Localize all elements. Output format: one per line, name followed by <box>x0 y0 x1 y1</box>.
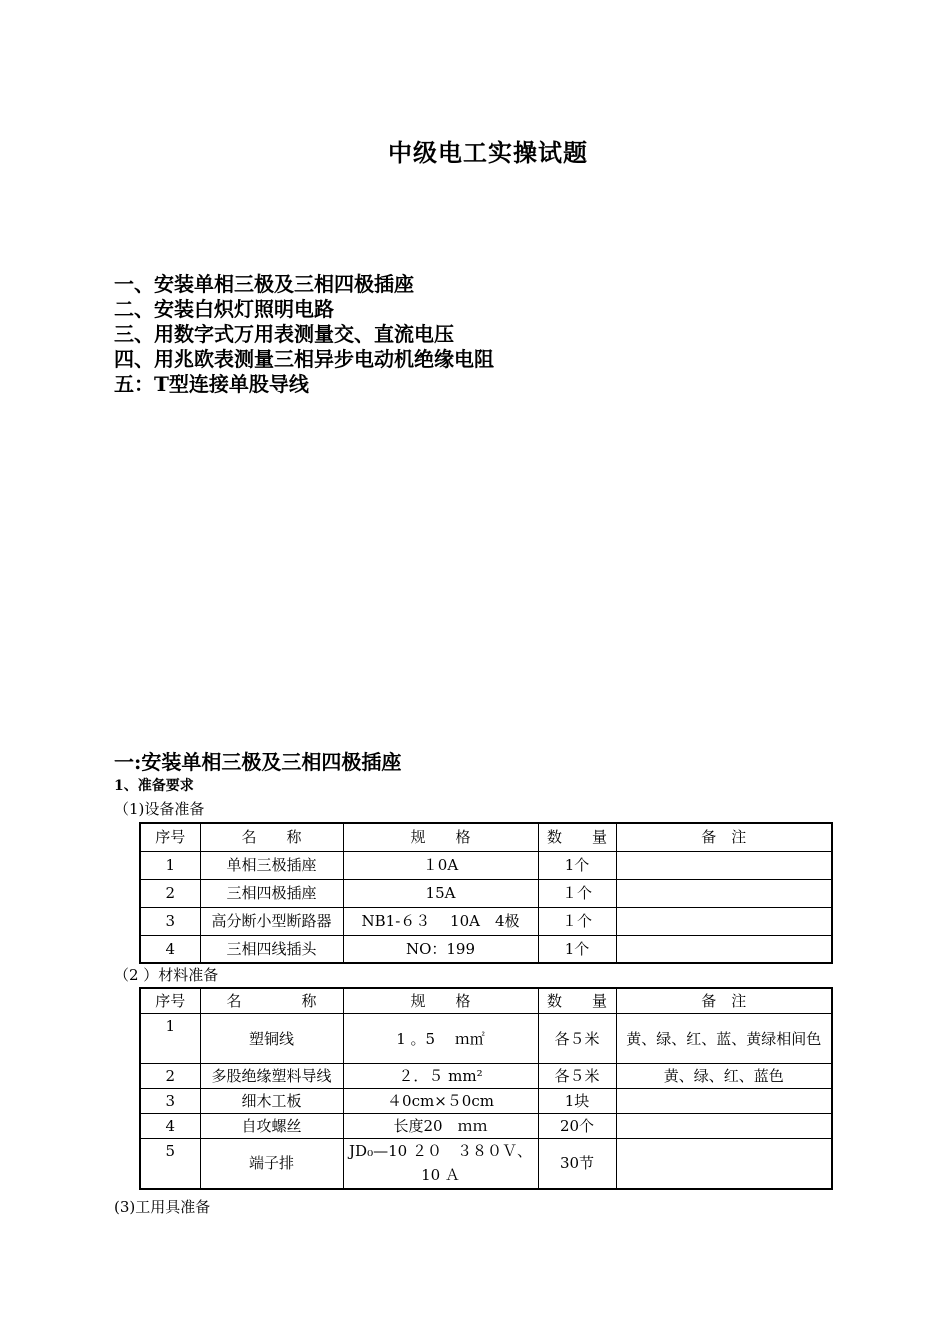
header-cell: 数 量 <box>538 823 616 851</box>
header-cell: 规 格 <box>343 988 538 1014</box>
toc-item: 三、用数字式万用表测量交、直流电压 <box>114 322 454 346</box>
table-cell: 1 <box>140 1014 200 1064</box>
header-cell: 名 称 <box>200 823 343 851</box>
page-title: 中级电工实操试题 <box>388 138 588 167</box>
table-cell: 三相四线插头 <box>200 935 343 963</box>
table-cell: 15A <box>343 879 538 907</box>
table-row <box>140 1064 832 1089</box>
table-cell: 3 <box>140 907 200 935</box>
table-cell: １0A <box>343 851 538 879</box>
table-cell: 20个 <box>538 1114 616 1139</box>
table-cell: 1 。5 ｍ㎡ <box>343 1014 538 1064</box>
toc-item: 五：T型连接单股导线 <box>114 372 309 396</box>
table-row <box>140 935 832 963</box>
section-title: 一:安装单相三极及三相四极插座 <box>114 750 402 774</box>
table-cell: ４0cm×５0cm <box>343 1089 538 1114</box>
table-cell: 黄、绿、红、蓝色 <box>616 1064 832 1089</box>
table-cell: 端子排 <box>200 1139 343 1189</box>
equipment-table <box>139 822 833 964</box>
table-cell: １个 <box>538 879 616 907</box>
header-cell: 数 量 <box>538 988 616 1014</box>
table-cell: 5 <box>140 1139 200 1189</box>
table-cell: 各５米 <box>538 1064 616 1089</box>
table-row <box>140 1139 832 1189</box>
table-cell: 1 <box>140 851 200 879</box>
table-row <box>140 851 832 879</box>
table-cell: 单相三极插座 <box>200 851 343 879</box>
table-row <box>140 907 832 935</box>
table-row <box>140 1014 832 1064</box>
header-cell: 备 注 <box>616 823 832 851</box>
table-cell <box>616 1089 832 1114</box>
table-cell <box>616 1139 832 1189</box>
table-cell: 4 <box>140 1114 200 1139</box>
table-cell: １个 <box>538 907 616 935</box>
table-of-contents <box>114 272 494 397</box>
table-cell: 长度20 ｍｍ <box>343 1114 538 1139</box>
toc-item: 四、用兆欧表测量三相异步电动机绝缘电阻 <box>114 347 494 371</box>
table-cell: NB1-６３ 10A 4极 <box>343 907 538 935</box>
table-cell: JD₀—10 ２０ ３８０Ｖ、10 Ａ <box>343 1139 538 1189</box>
table-cell: 三相四极插座 <box>200 879 343 907</box>
header-cell: 序号 <box>140 988 200 1014</box>
table-cell: 2 <box>140 879 200 907</box>
toc-item: 一、安装单相三极及三相四极插座 <box>114 272 414 296</box>
table-cell: 2 <box>140 1064 200 1089</box>
table-cell <box>616 879 832 907</box>
equipment-label: （1)设备准备 <box>114 800 205 818</box>
header-cell: 规 格 <box>343 823 538 851</box>
table-header-row <box>140 988 832 1014</box>
materials-table <box>139 987 833 1190</box>
table-cell: NO：199 <box>343 935 538 963</box>
table-cell: 多股绝缘塑料导线 <box>200 1064 343 1089</box>
table-cell <box>616 907 832 935</box>
tools-label: (3)工用具准备 <box>114 1198 211 1216</box>
table-cell: 1个 <box>538 935 616 963</box>
table-cell: 1块 <box>538 1089 616 1114</box>
header-cell: 名 称 <box>200 988 343 1014</box>
table-cell <box>616 935 832 963</box>
section-subtitle: 1、准备要求 <box>114 778 194 794</box>
table-header-row <box>140 823 832 851</box>
table-row <box>140 1089 832 1114</box>
table-row <box>140 1114 832 1139</box>
table-cell: 塑铜线 <box>200 1014 343 1064</box>
table-cell <box>616 851 832 879</box>
materials-label: （2 ）材料准备 <box>114 966 219 984</box>
table-cell: ２．５ mm² <box>343 1064 538 1089</box>
table-cell: 黄、绿、红、蓝、黄绿相间色 <box>616 1014 832 1064</box>
table-cell: 各５米 <box>538 1014 616 1064</box>
table-row <box>140 879 832 907</box>
header-cell: 序号 <box>140 823 200 851</box>
header-cell: 备 注 <box>616 988 832 1014</box>
table-cell: 细木工板 <box>200 1089 343 1114</box>
toc-item: 二、安装白炽灯照明电路 <box>114 297 334 321</box>
table-cell: 1个 <box>538 851 616 879</box>
table-cell: 高分断小型断路器 <box>200 907 343 935</box>
table-cell: 4 <box>140 935 200 963</box>
table-cell <box>616 1114 832 1139</box>
table-cell: 自攻螺丝 <box>200 1114 343 1139</box>
table-cell: 30节 <box>538 1139 616 1189</box>
table-cell: 3 <box>140 1089 200 1114</box>
